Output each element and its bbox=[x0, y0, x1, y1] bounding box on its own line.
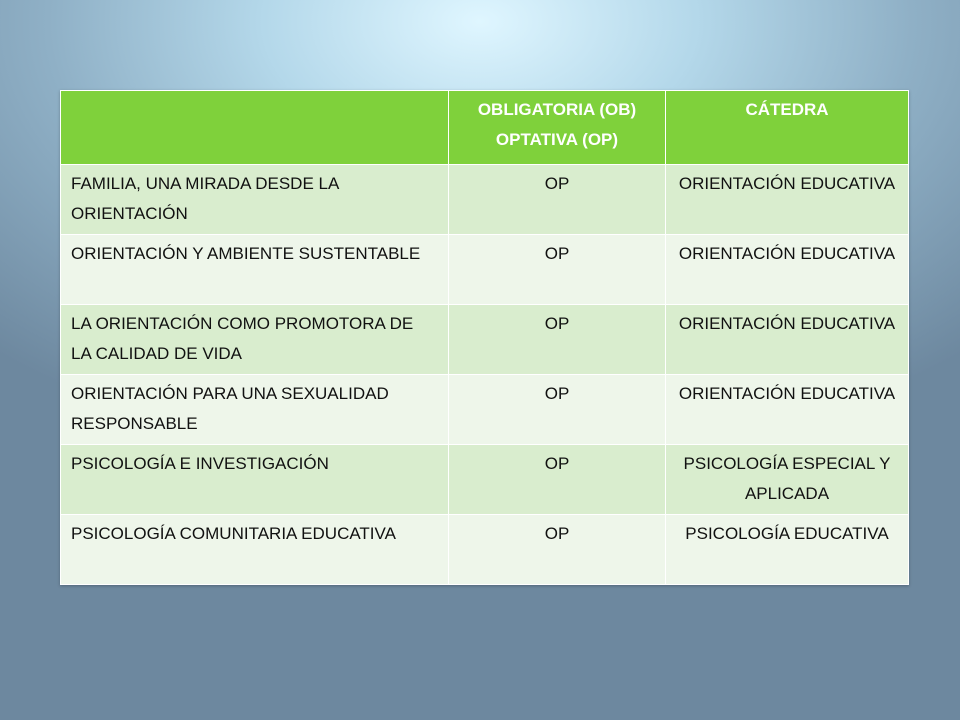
table-row bbox=[61, 445, 909, 515]
header-course bbox=[61, 91, 449, 165]
course-name: LA ORIENTACIÓN COMO PROMOTORA DE LA CALIDAD DE VIDA bbox=[61, 305, 449, 375]
course-name: PSICOLOGÍA COMUNITARIA EDUCATIVA bbox=[61, 515, 449, 585]
course-type: OP bbox=[449, 375, 666, 445]
course-name: PSICOLOGÍA E INVESTIGACIÓN bbox=[61, 445, 449, 515]
course-type: OP bbox=[449, 515, 666, 585]
table-row bbox=[61, 165, 909, 235]
course-chair: ORIENTACIÓN EDUCATIVA bbox=[666, 165, 909, 235]
course-chair: PSICOLOGÍA ESPECIAL Y APLICADA bbox=[666, 445, 909, 515]
table-row bbox=[61, 515, 909, 585]
course-chair: ORIENTACIÓN EDUCATIVA bbox=[666, 375, 909, 445]
header-type: OBLIGATORIA (OB) OPTATIVA (OP) bbox=[449, 91, 666, 165]
course-type: OP bbox=[449, 235, 666, 305]
course-chair: ORIENTACIÓN EDUCATIVA bbox=[666, 235, 909, 305]
course-type: OP bbox=[449, 305, 666, 375]
header-chair: CÁTEDRA bbox=[666, 91, 909, 165]
table-row bbox=[61, 305, 909, 375]
course-type: OP bbox=[449, 165, 666, 235]
course-type: OP bbox=[449, 445, 666, 515]
courses-table bbox=[60, 90, 909, 585]
table-row bbox=[61, 375, 909, 445]
course-chair: ORIENTACIÓN EDUCATIVA bbox=[666, 305, 909, 375]
table-row bbox=[61, 235, 909, 305]
course-name: FAMILIA, UNA MIRADA DESDE LA ORIENTACIÓN bbox=[61, 165, 449, 235]
course-name: ORIENTACIÓN PARA UNA SEXUALIDAD RESPONSABLE bbox=[61, 375, 449, 445]
table-header-row bbox=[61, 91, 909, 165]
course-name: ORIENTACIÓN Y AMBIENTE SUSTENTABLE bbox=[61, 235, 449, 305]
course-chair: PSICOLOGÍA EDUCATIVA bbox=[666, 515, 909, 585]
